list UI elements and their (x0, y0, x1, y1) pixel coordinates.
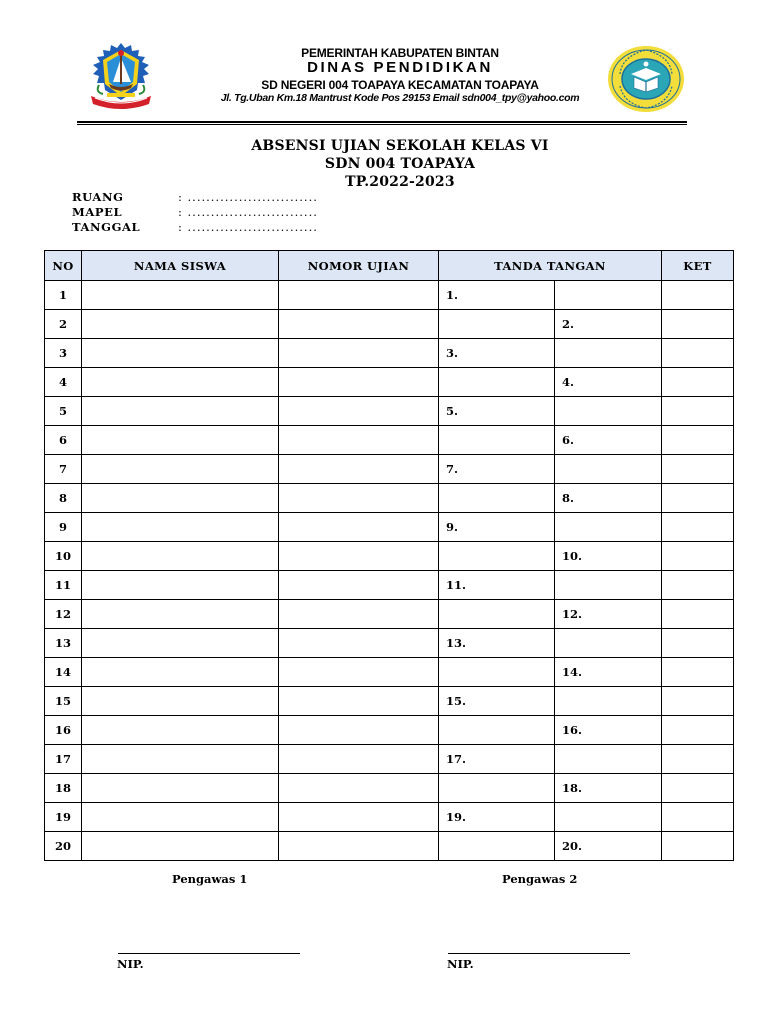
cell-tanda-tangan-left (439, 774, 555, 803)
table-row (45, 368, 734, 397)
pengawas-1-label: Pengawas 1 (172, 872, 248, 886)
cell-nama-siswa (82, 716, 279, 745)
cell-nama-siswa (82, 803, 279, 832)
cell-nomor-ujian (279, 687, 439, 716)
table-row (45, 629, 734, 658)
info-value: : ............................ (178, 190, 318, 204)
cell-tanda-tangan-left (439, 368, 555, 397)
signature-line-1 (118, 953, 300, 954)
cell-no: 5 (45, 397, 82, 426)
signature-line-2 (448, 953, 630, 954)
cell-tanda-tangan-right (555, 455, 662, 484)
cell-tanda-tangan-left (439, 600, 555, 629)
doc-year: TP.2022-2023 (345, 174, 455, 190)
cell-nama-siswa (82, 397, 279, 426)
cell-nomor-ujian (279, 310, 439, 339)
cell-tanda-tangan-right (555, 803, 662, 832)
cell-no: 6 (45, 426, 82, 455)
cell-nama-siswa (82, 513, 279, 542)
cell-nama-siswa (82, 542, 279, 571)
cell-ket (662, 455, 734, 484)
cell-tanda-tangan-right: 2. (555, 310, 662, 339)
cell-tanda-tangan-left (439, 484, 555, 513)
table-row (45, 774, 734, 803)
table-row (45, 513, 734, 542)
cell-ket (662, 600, 734, 629)
pengawas-2-label: Pengawas 2 (502, 872, 578, 886)
cell-nama-siswa (82, 368, 279, 397)
cell-ket (662, 629, 734, 658)
cell-tanda-tangan-left: 1. (439, 281, 555, 310)
cell-nomor-ujian (279, 629, 439, 658)
table-row (45, 571, 734, 600)
cell-nama-siswa (82, 629, 279, 658)
info-label: MAPEL (72, 205, 123, 219)
cell-tanda-tangan-right (555, 687, 662, 716)
cell-nama-siswa (82, 745, 279, 774)
cell-nomor-ujian (279, 484, 439, 513)
header-nama-siswa: NAMA SISWA (82, 251, 279, 281)
cell-tanda-tangan-left (439, 542, 555, 571)
cell-no: 11 (45, 571, 82, 600)
cell-nama-siswa (82, 455, 279, 484)
kop-alamat: Jl. Tg.Uban Km.18 Mantrust Kode Pos 29153 Email sdn004_tpy@yahoo.com (220, 92, 580, 104)
cell-tanda-tangan-right (555, 281, 662, 310)
cell-nomor-ujian (279, 832, 439, 861)
cell-ket (662, 832, 734, 861)
cell-nama-siswa (82, 339, 279, 368)
kop-pemerintah: PEMERINTAH KABUPATEN BINTAN (301, 46, 499, 60)
cell-ket (662, 774, 734, 803)
cell-ket (662, 484, 734, 513)
kop-rule-thick (77, 121, 687, 123)
info-label: TANGGAL (72, 220, 141, 234)
cell-tanda-tangan-left: 15. (439, 687, 555, 716)
cell-nama-siswa (82, 832, 279, 861)
cell-no: 15 (45, 687, 82, 716)
cell-ket (662, 513, 734, 542)
table-row (45, 716, 734, 745)
cell-no: 4 (45, 368, 82, 397)
cell-nama-siswa (82, 426, 279, 455)
kop-rule-thin (77, 124, 687, 125)
table-row (45, 687, 734, 716)
cell-nama-siswa (82, 774, 279, 803)
cell-nomor-ujian (279, 368, 439, 397)
cell-no: 2 (45, 310, 82, 339)
table-row (45, 745, 734, 774)
cell-tanda-tangan-left (439, 716, 555, 745)
nip-2-label: NIP. (447, 957, 474, 971)
cell-ket (662, 745, 734, 774)
cell-nomor-ujian (279, 339, 439, 368)
kop-sekolah: SD NEGERI 004 TOAPAYA KECAMATAN TOAPAYA (261, 78, 539, 92)
cell-ket (662, 687, 734, 716)
cell-nama-siswa (82, 281, 279, 310)
table-row (45, 339, 734, 368)
table-row (45, 658, 734, 687)
cell-tanda-tangan-left: 3. (439, 339, 555, 368)
cell-no: 1 (45, 281, 82, 310)
cell-nama-siswa (82, 484, 279, 513)
cell-no: 7 (45, 455, 82, 484)
doc-title: ABSENSI UJIAN SEKOLAH KELAS VI (251, 138, 549, 154)
table-header-row (45, 251, 734, 281)
cell-ket (662, 571, 734, 600)
table-row (45, 832, 734, 861)
cell-tanda-tangan-right: 18. (555, 774, 662, 803)
cell-nama-siswa (82, 571, 279, 600)
header-no: NO (45, 251, 82, 281)
cell-tanda-tangan-right (555, 513, 662, 542)
info-mapel (72, 205, 318, 219)
header-nomor-ujian: NOMOR UJIAN (279, 251, 439, 281)
cell-tanda-tangan-left: 19. (439, 803, 555, 832)
table-row (45, 281, 734, 310)
cell-tanda-tangan-left: 9. (439, 513, 555, 542)
cell-nomor-ujian (279, 803, 439, 832)
cell-tanda-tangan-right (555, 571, 662, 600)
cell-tanda-tangan-left (439, 310, 555, 339)
cell-tanda-tangan-right (555, 629, 662, 658)
cell-no: 19 (45, 803, 82, 832)
info-ruang (72, 190, 318, 204)
cell-nama-siswa (82, 310, 279, 339)
cell-no: 17 (45, 745, 82, 774)
cell-tanda-tangan-left: 13. (439, 629, 555, 658)
cell-nomor-ujian (279, 745, 439, 774)
cell-tanda-tangan-left: 5. (439, 397, 555, 426)
table-row (45, 397, 734, 426)
cell-tanda-tangan-right (555, 397, 662, 426)
cell-no: 10 (45, 542, 82, 571)
cell-nomor-ujian (279, 397, 439, 426)
cell-tanda-tangan-left: 7. (439, 455, 555, 484)
cell-ket (662, 310, 734, 339)
cell-no: 3 (45, 339, 82, 368)
cell-tanda-tangan-right: 4. (555, 368, 662, 397)
cell-no: 18 (45, 774, 82, 803)
cell-tanda-tangan-right: 16. (555, 716, 662, 745)
kabupaten-bintan-emblem-icon (85, 40, 157, 116)
cell-tanda-tangan-left: 11. (439, 571, 555, 600)
cell-no: 8 (45, 484, 82, 513)
cell-ket (662, 658, 734, 687)
cell-nomor-ujian (279, 426, 439, 455)
doc-school: SDN 004 TOAPAYA (324, 156, 476, 172)
cell-nomor-ujian (279, 716, 439, 745)
cell-nomor-ujian (279, 658, 439, 687)
kop-dinas: DINAS PENDIDIKAN (307, 59, 493, 76)
header-tanda-tangan: TANDA TANGAN (439, 251, 662, 281)
cell-ket (662, 542, 734, 571)
cell-ket (662, 368, 734, 397)
info-value: : ............................ (178, 205, 318, 219)
table-row (45, 542, 734, 571)
cell-tanda-tangan-right: 20. (555, 832, 662, 861)
info-tanggal (72, 220, 318, 234)
cell-tanda-tangan-left (439, 832, 555, 861)
table-row (45, 600, 734, 629)
cell-no: 13 (45, 629, 82, 658)
cell-no: 14 (45, 658, 82, 687)
cell-no: 20 (45, 832, 82, 861)
cell-ket (662, 339, 734, 368)
cell-nama-siswa (82, 600, 279, 629)
cell-tanda-tangan-right: 10. (555, 542, 662, 571)
cell-no: 9 (45, 513, 82, 542)
cell-nomor-ujian (279, 571, 439, 600)
cell-no: 12 (45, 600, 82, 629)
info-value: : ............................ (178, 220, 318, 234)
cell-tanda-tangan-right: 8. (555, 484, 662, 513)
attendance-table (44, 250, 734, 861)
cell-nama-siswa (82, 687, 279, 716)
cell-tanda-tangan-right (555, 339, 662, 368)
table-row (45, 455, 734, 484)
cell-tanda-tangan-left (439, 426, 555, 455)
cell-tanda-tangan-left: 17. (439, 745, 555, 774)
table-row (45, 426, 734, 455)
cell-nomor-ujian (279, 774, 439, 803)
table-row (45, 803, 734, 832)
table-row (45, 484, 734, 513)
cell-nama-siswa (82, 658, 279, 687)
school-seal-icon (606, 44, 686, 114)
info-label: RUANG (72, 190, 124, 204)
cell-nomor-ujian (279, 542, 439, 571)
cell-tanda-tangan-right: 6. (555, 426, 662, 455)
cell-ket (662, 397, 734, 426)
cell-ket (662, 281, 734, 310)
table-row (45, 310, 734, 339)
cell-no: 16 (45, 716, 82, 745)
nip-1-label: NIP. (117, 957, 144, 971)
cell-tanda-tangan-right: 12. (555, 600, 662, 629)
cell-nomor-ujian (279, 455, 439, 484)
cell-ket (662, 716, 734, 745)
header-ket: KET (662, 251, 734, 281)
cell-nomor-ujian (279, 600, 439, 629)
cell-ket (662, 803, 734, 832)
cell-nomor-ujian (279, 281, 439, 310)
cell-nomor-ujian (279, 513, 439, 542)
cell-tanda-tangan-left (439, 658, 555, 687)
cell-tanda-tangan-right (555, 745, 662, 774)
cell-tanda-tangan-right: 14. (555, 658, 662, 687)
cell-ket (662, 426, 734, 455)
